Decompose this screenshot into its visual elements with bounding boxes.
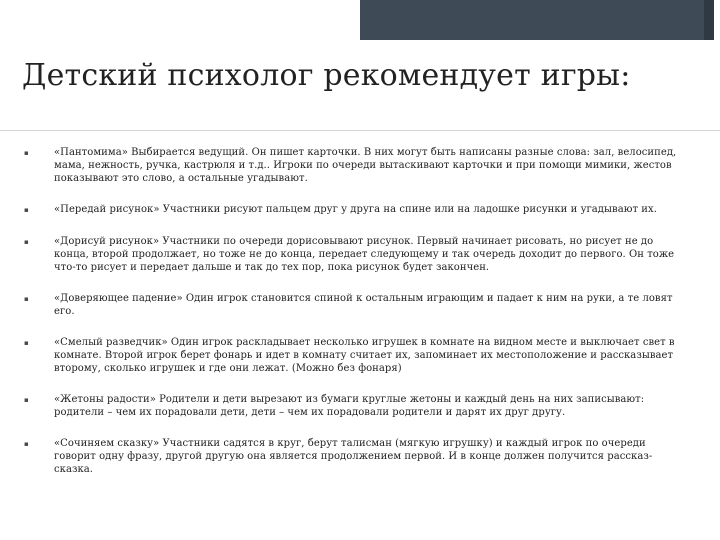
title-divider: [0, 130, 720, 131]
top-bar-accent: [704, 0, 714, 40]
bullet-icon: ▪: [24, 396, 29, 404]
bullet-list: [24, 146, 686, 494]
list-item: [24, 437, 686, 476]
list-item-text: «Доверяющее падение» Один игрок становится спиной к остальным играющим и падает к ним на руки, а те ловят его.: [54, 293, 673, 317]
bullet-icon: ▪: [24, 238, 29, 246]
list-item: [24, 336, 686, 375]
bullet-icon: ▪: [24, 149, 29, 157]
bullet-icon: ▪: [24, 440, 29, 448]
bullet-icon: ▪: [24, 295, 29, 303]
list-item-text: «Дорисуй рисунок» Участники по очереди дорисовывают рисунок. Первый начинает рисовать, но рисует не до конца, второй продолжает, но тоже не до конца, передает следующему и так очередь доходит до первого. Он тоже что-то рисует и передает дальше и так до тех пор, пока рисунок будет закончен.: [54, 236, 675, 273]
list-item-text: «Передай рисунок» Участники рисуют пальцем друг у друга на спине или на ладошке рисунки и угадывают их.: [54, 204, 657, 215]
list-item: [24, 393, 686, 419]
list-item: [24, 146, 686, 185]
list-item-text: «Жетоны радости» Родители и дети вырезают из бумаги круглые жетоны и каждый день на них записывают: родители – чем их порадовали дети, дети – чем их порадовали родители и дарят их друг другу.: [54, 394, 645, 418]
list-item: [24, 203, 686, 217]
top-bar-dark-band: [360, 0, 712, 40]
page-title: Детский психолог рекомендует игры:: [22, 58, 631, 93]
bullet-icon: ▪: [24, 206, 29, 214]
list-item-text: «Пантомима» Выбирается ведущий. Он пишет карточки. В них могут быть написаны разные слова: зал, велосипед, мама, нежность, ручка, кастрюля и т.д.. Игроки по очереди вытаскивают карточки и при помощи мимики, жестов показывают это слово, а остальные угадывают.: [54, 147, 677, 184]
list-item-text: «Смелый разведчик» Один игрок раскладывает несколько игрушек в комнате на видном месте и выключает свет в комнате. Второй игрок берет фонарь и идет в комнату считает их, запоминает их местоположение и рассказывает второму, сколько игрушек и где они лежат. (Можно без фонаря): [54, 337, 675, 374]
list-item: [24, 292, 686, 318]
bullet-icon: ▪: [24, 339, 29, 347]
list-item: [24, 235, 686, 274]
list-item-text: «Сочиняем сказку» Участники садятся в круг, берут талисман (мягкую игрушку) и каждый игрок по очереди говорит одну фразу, другой другую она является продолжением первой. И в конце должен получится рассказ-сказка.: [54, 438, 653, 475]
